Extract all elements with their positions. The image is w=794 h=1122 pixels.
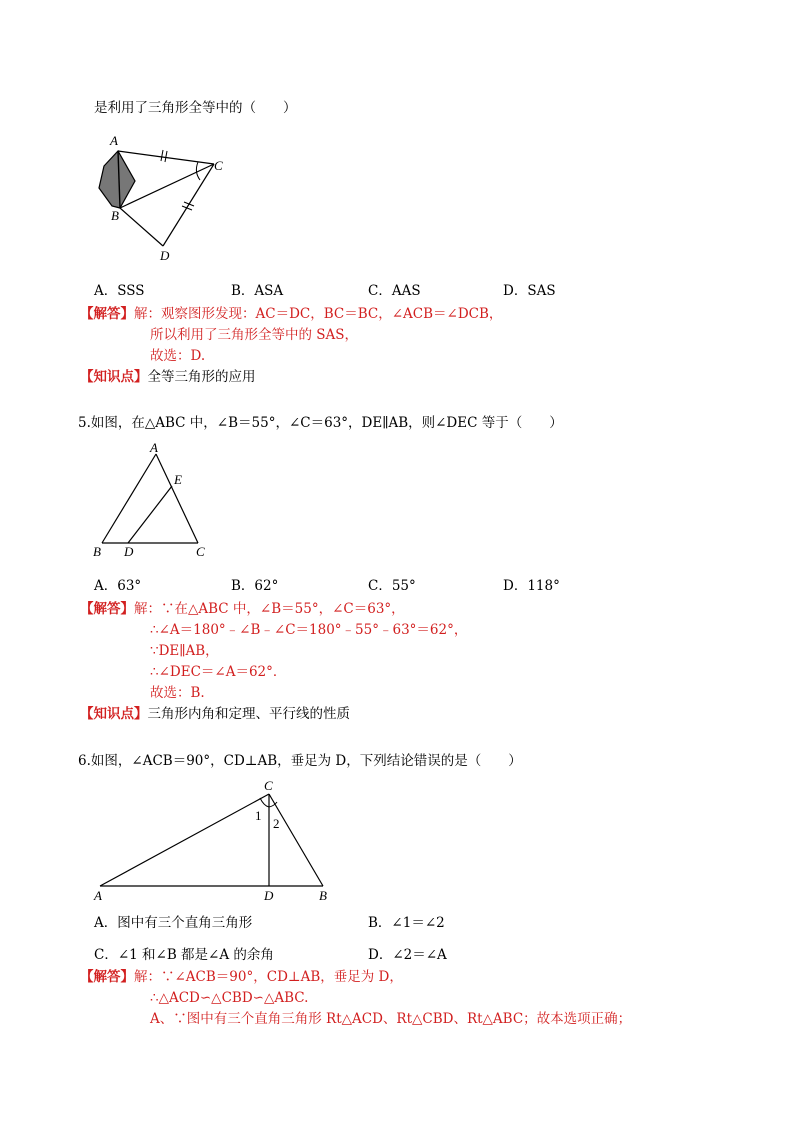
q6-answer-line-1: 【解答】解：∵∠ACB＝90°，CD⊥AB，垂足为 D， bbox=[80, 969, 403, 985]
q5-label-a: A bbox=[150, 440, 158, 455]
q4-option-b: B．ASA bbox=[231, 283, 284, 299]
q4-shaded-region bbox=[99, 151, 135, 208]
q5-label-d: D bbox=[124, 544, 134, 559]
q6-label-angle-1: 1 bbox=[255, 808, 262, 823]
q4-option-d: D．SAS bbox=[503, 283, 556, 299]
q5-answer-line-3: ∵DE∥AB， bbox=[150, 643, 219, 659]
q5-label-e: E bbox=[174, 472, 182, 487]
q5-answer-line-4: ∴∠DEC＝∠A＝62°． bbox=[150, 664, 287, 680]
q5-answer-line-5: 故选：B. bbox=[150, 685, 205, 701]
q5-label-c: C bbox=[196, 544, 205, 559]
q6-option-b: B．∠1＝∠2 bbox=[368, 915, 445, 931]
q6-option-a: A．图中有三个直角三角形 bbox=[94, 915, 253, 931]
q6-figure bbox=[90, 776, 340, 904]
q5-option-a: A．63° bbox=[94, 578, 142, 594]
q4-answer-line-3: 故选：D. bbox=[150, 348, 206, 364]
q5-figure bbox=[88, 440, 228, 565]
q5-option-c: C．55° bbox=[368, 578, 416, 594]
q6-label-d: D bbox=[264, 888, 274, 903]
q5-option-b: B．62° bbox=[231, 578, 279, 594]
q4-knowledge-tag: 【知识点】 bbox=[80, 369, 148, 385]
q6-label-b: B bbox=[319, 888, 327, 903]
q4-knowledge: 【知识点】全等三角形的应用 bbox=[80, 369, 256, 385]
q5-answer-line-1: 【解答】解：∵在△ABC 中，∠B＝55°，∠C＝63°， bbox=[80, 601, 405, 617]
q4-label-c: C bbox=[214, 158, 223, 173]
q4-answer-tag: 【解答】 bbox=[80, 306, 134, 322]
q4-label-a: A bbox=[110, 133, 118, 148]
q6-option-d: D．∠2＝∠A bbox=[368, 947, 447, 963]
q6-answer-line-2: ∴△ACD∽△CBD∽△ABC. bbox=[150, 990, 309, 1006]
q6-stem: 6.如图，∠ACB＝90°，CD⊥AB，垂足为 D，下列结论错误的是（ ） bbox=[78, 753, 522, 769]
q5-stem: 5.如图，在△ABC 中，∠B＝55°，∠C＝63°，DE∥AB，则∠DEC 等于（ ） bbox=[78, 415, 563, 431]
q5-answer-line-2: ∴∠A＝180°﹣∠B﹣∠C＝180°﹣55°﹣63°＝62°， bbox=[150, 622, 468, 638]
q4-label-b: B bbox=[111, 208, 119, 223]
q4-answer-line-2: 所以利用了三角形全等中的 SAS， bbox=[150, 327, 359, 343]
q5-label-b: B bbox=[93, 544, 101, 559]
q4-label-d: D bbox=[160, 248, 170, 263]
q6-label-a: A bbox=[94, 888, 102, 903]
q4-option-a: A．SSS bbox=[94, 283, 145, 299]
q6-answer-tag: 【解答】 bbox=[80, 969, 134, 985]
q6-option-c: C．∠1 和∠B 都是∠A 的余角 bbox=[94, 947, 274, 963]
q5-knowledge-tag: 【知识点】 bbox=[80, 706, 148, 722]
q4-figure bbox=[90, 128, 240, 268]
q4-option-c: C．AAS bbox=[368, 283, 421, 299]
q6-label-angle-2: 2 bbox=[273, 816, 280, 831]
q4-answer-line-1: 【解答】解：观察图形发现：AC＝DC，BC＝BC，∠ACB＝∠DCB， bbox=[80, 306, 503, 322]
q5-knowledge: 【知识点】三角形内角和定理、平行线的性质 bbox=[80, 706, 350, 722]
q6-label-c: C bbox=[264, 778, 273, 793]
q4-stem-tail: 是利用了三角形全等中的（ ） bbox=[94, 100, 297, 116]
q6-answer-line-3: A、∵图中有三个直角三角形 Rt△ACD、Rt△CBD、Rt△ABC；故本选项正确； bbox=[150, 1011, 632, 1027]
q5-option-d: D．118° bbox=[503, 578, 560, 594]
q5-answer-tag: 【解答】 bbox=[80, 601, 134, 617]
